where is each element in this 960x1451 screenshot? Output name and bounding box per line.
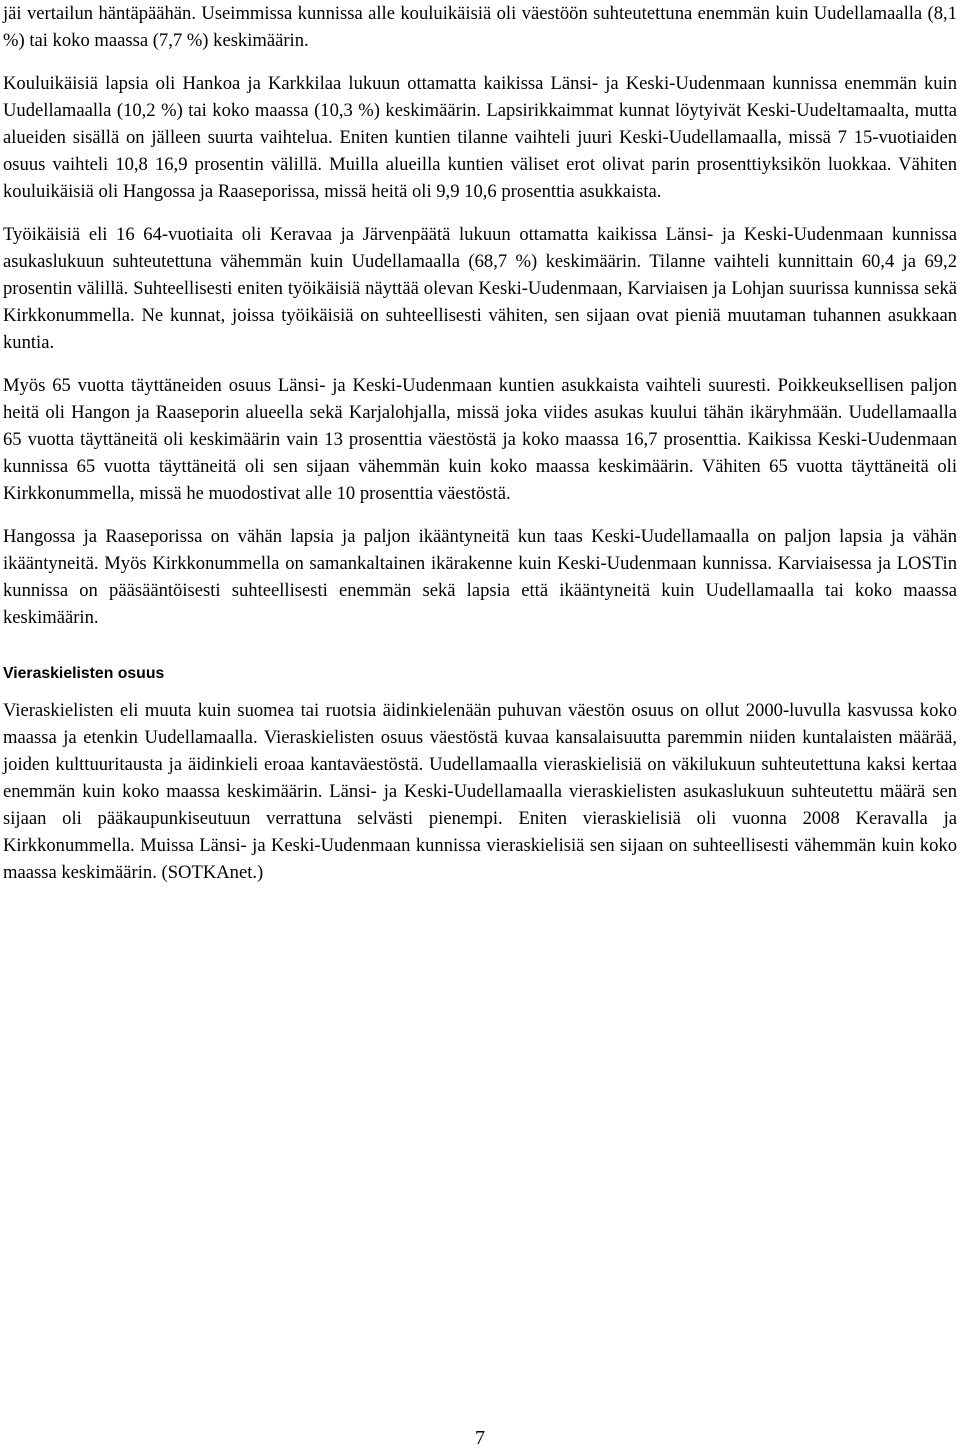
paragraph-working-age: Työikäisiä eli 16 64-vuotiaita oli Keravaa ja Järvenpäätä lukuun ottamatta kaikissa Länsi- ja Keski-Uudenmaan kunnissa asukaslukuun suhteutettuna vähemmän kuin Uudellamaalla (68,7 %) keskimäärin. Tilanne vaihteli kunnittain 60,4 ja 69,2 prosentin välillä. Suhteellisesti eniten työikäisiä näyttää olevan Keski-Uudenmaan, Karviaisen ja Lohjan suurissa kunnissa sekä Kirkkonummella. Ne kunnat, joissa työikäisiä on suhteellisesti vähiten, sen sijaan ovat pieniä muutaman tuhannen asukkaan kuntia.	[3, 224, 957, 353]
page-number: 7	[475, 1427, 485, 1449]
paragraph-under-school-age: jäi vertailun häntäpäähän. Useimmissa kunnissa alle kouluikäisiä oli väestöön suhteutettuna enemmän kuin Uudellamaalla (8,1 %) tai koko maassa (7,7 %) keskimäärin.	[3, 3, 957, 51]
paragraph-school-age: Kouluikäisiä lapsia oli Hankoa ja Karkkilaa lukuun ottamatta kaikissa Länsi- ja Keski-Uudenmaan kunnissa enemmän kuin Uudellamaalla (10,2 %) tai koko maassa (10,3 %) keskimäärin. Lapsirikkaimmat kunnat löytyivät Keski-Uudeltamaalta, mutta alueiden sisällä on jälleen suurta vaihtelua. Eniten kuntien tilanne vaihteli juuri Keski-Uudellamaalla, missä 7 15-vuotiaiden osuus vaihteli 10,8 16,9 prosentin välillä. Muilla alueilla kuntien väliset erot olivat parin prosenttiyksikön luokkaa. Vähiten kouluikäisiä oli Hangossa ja Raaseporissa, missä heitä oli 9,9 10,6 prosenttia asukkaista.	[3, 73, 957, 202]
document-page	[3, 0, 957, 886]
section-heading: Vieraskielisten osuus	[3, 665, 165, 682]
paragraph-age-structure-summary: Hangossa ja Raaseporissa on vähän lapsia ja paljon ikääntyneitä kun taas Keski-Uudellamaalla on paljon lapsia ja vähän ikääntyneitä. Myös Kirkkonummella on samankaltainen ikärakenne kuin Keski-Uudenmaan kunnissa. Karviaisessa ja LOSTin kunnissa on pääsääntöisesti suhteellisesti enemmän sekä lapsia että ikääntyneitä kuin Uudellamaalla tai koko maassa keskimäärin.	[3, 526, 957, 628]
paragraph-foreign-language-speakers: Vieraskielisten eli muuta kuin suomea tai ruotsia äidinkielenään puhuvan väestön osuus on ollut 2000-luvulla kasvussa koko maassa ja etenkin Uudellamaalla. Vieraskielisten osuus väestöstä kuvaa kansalaisuutta paremmin niiden kuntalaisten määrää, joiden kulttuuritausta ja äidinkieli eroaa kantaväestöstä. Uudellamaalla vieraskielisiä on väkilukuun suhteutettuna kaksi kertaa enemmän kuin koko maassa keskimäärin. Länsi- ja Keski-Uudellamaalla vieraskielisten asukaslukuun suhteutettu määrä sen sijaan oli pääkaupunkiseutuun verrattuna selvästi pienempi. Eniten vieraskielisiä oli vuonna 2008 Keravalla ja Kirkkonummella. Muissa Länsi- ja Keski-Uudenmaan kunnissa vieraskielisiä sen sijaan on suhteellisesti vähemmän kuin koko maassa keskimäärin. (SOTKAnet.)	[3, 700, 957, 883]
paragraph-over-65: Myös 65 vuotta täyttäneiden osuus Länsi- ja Keski-Uudenmaan kuntien asukkaista vaihteli suuresti. Poikkeuksellisen paljon heitä oli Hangon ja Raaseporin alueella sekä Karjalohjalla, missä joka viides asukas kuului tähän ikäryhmään. Uudellamaalla 65 vuotta täyttäneitä oli keskimäärin vain 13 prosenttia väestöstä ja koko maassa 16,7 prosenttia. Kaikissa Keski-Uudenmaan kunnissa 65 vuotta täyttäneitä oli sen sijaan vähemmän kuin koko maassa keskimäärin. Vähiten 65 vuotta täyttäneitä oli Kirkkonummella, missä he muodostivat alle 10 prosenttia väestöstä.	[3, 375, 957, 504]
